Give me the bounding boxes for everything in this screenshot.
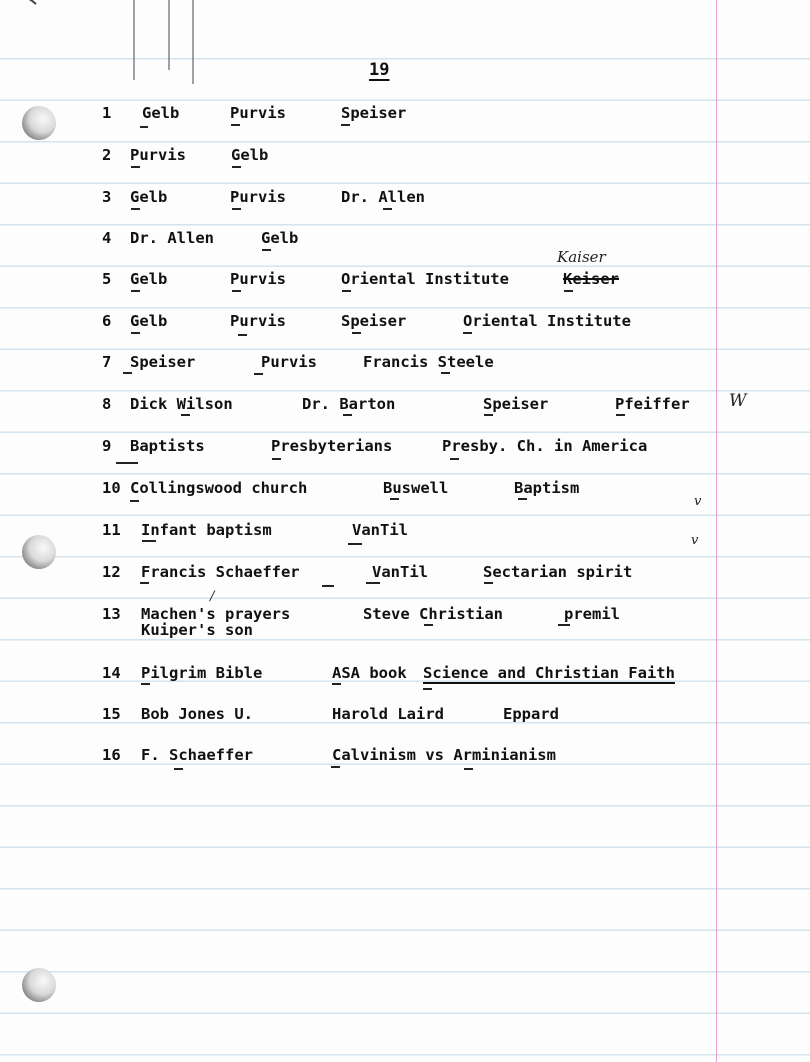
tick-mark xyxy=(174,768,183,770)
row-item: Gelb xyxy=(130,270,168,288)
tick-mark xyxy=(484,582,493,584)
handwritten-check-mark: v xyxy=(694,494,702,509)
row-number: 9 xyxy=(102,437,112,455)
tick-mark xyxy=(140,582,149,584)
tick-mark xyxy=(131,332,140,334)
tick-mark xyxy=(341,124,350,126)
row-item: Buswell xyxy=(383,479,449,497)
row-item: Purvis xyxy=(230,104,286,122)
row-item: Sectarian spirit xyxy=(483,563,633,581)
tick-mark xyxy=(423,688,432,690)
row-item: Presby. Ch. in America xyxy=(442,437,648,455)
tick-mark xyxy=(331,766,340,768)
row-item: Gelb xyxy=(142,104,180,122)
row-item: Collingswood church xyxy=(130,479,308,497)
row-number: 4 xyxy=(102,229,112,247)
tick-mark xyxy=(616,414,625,416)
tick-mark xyxy=(463,332,472,334)
row-item: Bob Jones U. xyxy=(141,705,253,723)
row-item: Pfeiffer xyxy=(615,395,690,413)
tick-mark xyxy=(564,290,573,292)
tick-mark xyxy=(484,414,493,416)
tick-mark xyxy=(130,500,139,502)
page-number: 19 xyxy=(369,60,390,80)
row-item: Infant baptism xyxy=(141,521,272,539)
tick-mark xyxy=(232,208,241,210)
tick-mark xyxy=(262,249,271,251)
row-number: 16 xyxy=(102,746,121,764)
row-number: 11 xyxy=(102,521,121,539)
punch-hole xyxy=(22,106,56,140)
tick-mark xyxy=(238,334,247,336)
tick-mark xyxy=(424,624,433,626)
row-number: 5 xyxy=(102,270,112,288)
row-item: Purvis xyxy=(230,312,286,330)
tick-mark xyxy=(142,540,156,542)
handwritten-check-mark: v xyxy=(691,533,699,548)
tick-mark xyxy=(450,458,459,460)
row-item: Purvis xyxy=(130,146,186,164)
row-item: Pilgrim Bible xyxy=(141,664,263,682)
row-item: Oriental Institute xyxy=(341,270,509,288)
row-item: Kuiper's son xyxy=(141,621,253,639)
row-item: Speiser xyxy=(130,353,196,371)
tick-mark xyxy=(342,290,351,292)
book-title: Science and Christian Faith xyxy=(423,664,675,682)
row-number: 1 xyxy=(102,104,112,122)
tick-mark xyxy=(366,582,380,584)
row-item: Gelb xyxy=(130,312,168,330)
row-item: Dr. Allen xyxy=(130,229,214,247)
row-item: Machen's prayers xyxy=(141,605,291,623)
tick-mark xyxy=(131,290,140,292)
page-corner-curl xyxy=(0,0,46,58)
binding-mark xyxy=(168,0,170,70)
tick-mark xyxy=(232,166,241,168)
margin-line xyxy=(716,0,717,1062)
row-item: ASA book xyxy=(332,664,407,682)
row-number: 8 xyxy=(102,395,112,413)
binding-mark xyxy=(192,0,194,84)
punch-hole xyxy=(22,968,56,1002)
row-item: Baptists xyxy=(130,437,205,455)
tick-mark xyxy=(131,208,140,210)
tick-mark xyxy=(332,683,341,685)
tick-mark xyxy=(343,414,352,416)
tick-mark xyxy=(383,208,392,210)
row-item: Francis Schaeffer xyxy=(141,563,300,581)
row-number: 2 xyxy=(102,146,112,164)
tick-mark xyxy=(231,124,240,126)
row-item: Gelb xyxy=(130,188,168,206)
row-item: Speiser xyxy=(483,395,549,413)
row-item: VanTil xyxy=(372,563,428,581)
handwritten-correction: Kaiser xyxy=(557,248,606,266)
tick-mark xyxy=(348,543,362,545)
row-number: 10 xyxy=(102,479,121,497)
tick-mark xyxy=(232,290,241,292)
row-item: Steve Christian xyxy=(363,605,503,623)
tick-mark xyxy=(518,498,527,500)
row-item: Gelb xyxy=(261,229,299,247)
tick-mark xyxy=(558,624,570,626)
row-item: Dick Wilson xyxy=(130,395,233,413)
row-item: F. Schaeffer xyxy=(141,746,253,764)
row-number: 13 xyxy=(102,605,121,623)
punch-hole xyxy=(22,535,56,569)
row-item: Purvis xyxy=(230,270,286,288)
row-number: 14 xyxy=(102,664,121,682)
row-item: Gelb xyxy=(231,146,269,164)
row-number: 7 xyxy=(102,353,112,371)
row-number: 15 xyxy=(102,705,121,723)
handwritten-mark: / xyxy=(210,589,215,604)
tick-mark xyxy=(141,683,150,685)
row-item: Presbyterians xyxy=(271,437,393,455)
row-item: Calvinism vs Arminianism xyxy=(332,746,556,764)
tick-mark xyxy=(131,166,140,168)
tick-mark xyxy=(116,462,138,464)
row-item: Purvis xyxy=(230,188,286,206)
row-item: Eppard xyxy=(503,705,559,723)
tick-mark xyxy=(181,414,190,416)
row-number: 12 xyxy=(102,563,121,581)
tick-mark xyxy=(123,372,132,374)
row-item: VanTil xyxy=(352,521,408,539)
tick-mark xyxy=(441,372,450,374)
row-item-struck: Keiser xyxy=(563,270,619,288)
row-item: Baptism xyxy=(514,479,580,497)
row-item: Harold Laird xyxy=(332,705,444,723)
tick-mark xyxy=(254,373,263,375)
tick-mark xyxy=(140,126,148,128)
row-item: Speiser xyxy=(341,312,407,330)
tick-mark xyxy=(322,585,334,587)
row-item: Speiser xyxy=(341,104,407,122)
row-item: Dr. Allen xyxy=(341,188,425,206)
tick-mark xyxy=(352,332,361,334)
tick-mark xyxy=(464,768,473,770)
row-item: Purvis xyxy=(261,353,317,371)
row-number: 6 xyxy=(102,312,112,330)
binding-mark xyxy=(133,0,135,80)
tick-mark xyxy=(390,498,399,500)
handwritten-check-mark: W xyxy=(729,391,747,411)
row-item: Francis Steele xyxy=(363,353,494,371)
row-item: premil xyxy=(564,605,620,623)
tick-mark xyxy=(272,458,281,460)
row-number: 3 xyxy=(102,188,112,206)
row-item: Dr. Barton xyxy=(302,395,396,413)
row-item: Oriental Institute xyxy=(463,312,631,330)
